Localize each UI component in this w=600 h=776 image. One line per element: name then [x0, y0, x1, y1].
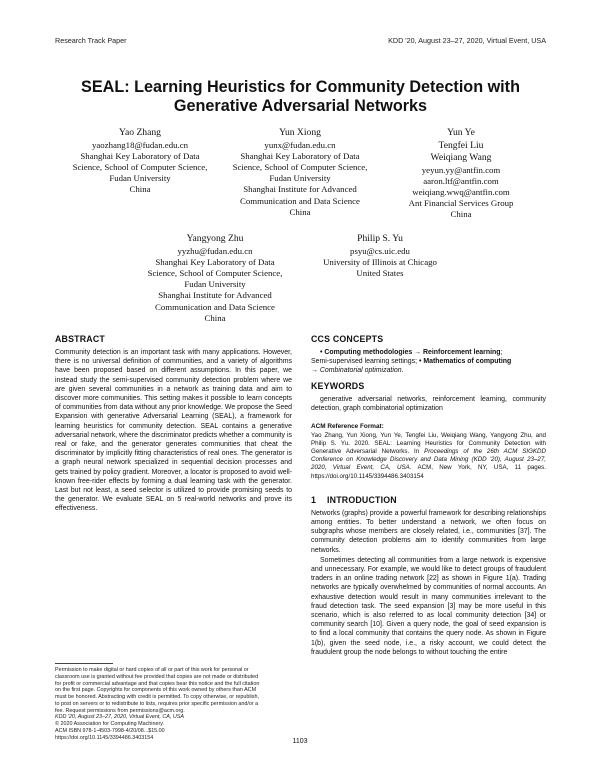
footnote-line: Permission to make digital or hard copies of all or part of this work for personal or [55, 667, 249, 673]
author-affiliation: Shanghai Key Laboratory of Data [80, 150, 200, 161]
author-affiliation: Fudan University [269, 173, 331, 184]
ccs-concept-primary: • Computing methodologies → Reinforcement learning [320, 349, 501, 356]
ccs-heading: CCS CONCEPTS [311, 334, 384, 344]
intro-paragraph-2: Sometimes detecting all communities from a large network is expensive and unnecessary. For example, we would like to detect groups of fraudulent traders in an online trading network [22] as shown in Figure 1(a). Trading networks are typically overwhelmed by communities of normal accounts. An exhaustive detection would result in many communities irrelevant to the fraud detection task. The seed expansion [3] may be more useful in this scenario, which is also referred to as local community detection [34] or community search [10]. Given a query node, the goal of seed expansion is to find a local community that contains the query node. As shown in Figure 1(b), given the seed node, i.e., a risky account, we could detect the fraudulent group the node belongs to without touching the entire [311, 556, 546, 656]
author-email: yaozhang18@fudan.edu.cn [91, 139, 189, 150]
author-email: psyu@cs.uic.edu [350, 245, 410, 256]
author-block-yao-zhang [55, 127, 225, 196]
acm-reference-authors: Yao Zhang, Yun Xiong, Yun Ye, Tengfei Liu, Weiqiang Wang, Yangyong Zhu, and Philip S. Yu. 2020. SEAL: Learning Heuristics for Community Detection with Generative Adversarial Networks. In [311, 431, 546, 455]
author-affiliation: Fudan University [109, 173, 171, 184]
author-country: China [204, 312, 226, 323]
author-affiliation: Shanghai Key Laboratory of Data [155, 256, 275, 267]
author-email: aaron.ltf@antfin.com [423, 175, 499, 186]
footnote-doi-link[interactable]: https://doi.org/10.1145/3394486.3403154 [55, 734, 154, 741]
author-name: Yangyong Zhu [186, 233, 244, 244]
author-name: Yao Zhang [119, 127, 161, 138]
intro-heading [311, 494, 546, 506]
author-affiliation: Shanghai Institute for Advanced [243, 184, 357, 195]
ccs-concepts-cont [311, 357, 546, 366]
running-header-left: Research Track Paper [55, 36, 127, 45]
author-name: Weiqiang Wang [430, 152, 492, 163]
running-header-right: KDD '20, August 23–27, 2020, Virtual Event, USA [388, 36, 546, 45]
ccs-concepts-cont2 [311, 366, 546, 375]
author-email: yeyun.yy@antfin.com [421, 164, 501, 175]
author-affiliation: Ant Financial Services Group [408, 198, 514, 209]
ccs-separator: ; [500, 349, 503, 356]
right-column [311, 333, 546, 657]
abstract-heading: ABSTRACT [55, 334, 105, 344]
footnote-line: classroom use is granted without fee provided that copies are not made or distributed [55, 673, 259, 680]
intro-section-number: 1 [311, 494, 317, 505]
footnote-line: on the first page. Copyrights for components of this work owned by others than ACM [55, 687, 257, 694]
author-block-yun-xiong [215, 127, 385, 218]
author-block-ant-financial [376, 127, 546, 221]
acm-reference-pages: ACM, New York, NY, USA, 11 pages. https://doi.org/10.1145/3394486.3403154 [311, 464, 546, 480]
author-affiliation: Shanghai Institute for Advanced [158, 290, 272, 301]
author-country: China [450, 209, 472, 220]
footnote-line: fee. Request permissions from permissions@acm.org. [55, 707, 185, 714]
author-country: China [129, 184, 151, 195]
author-affiliation: Fudan University [184, 279, 246, 290]
author-block-philip-yu [295, 233, 465, 279]
author-name: Yun Ye [447, 127, 475, 138]
author-country: United States [356, 267, 404, 278]
author-email: weiqiang.wwq@antfin.com [412, 186, 510, 197]
footnote-line: to post on servers or to redistribute to lists, requires prior specific permission and/or a [55, 700, 259, 707]
author-affiliation: University of Illinois at Chicago [323, 256, 437, 267]
author-email: yunx@fudan.edu.cn [264, 139, 336, 150]
author-name: Tengfei Liu [438, 139, 484, 151]
author-country: China [289, 206, 311, 217]
author-affiliation: Communication and Data Science [240, 195, 360, 206]
abstract-text: Community detection is an important task with many applications. However, there is no universal definition of communities, and a variety of algorithms have been proposed based on different assumptions. In this paper, we instead study the semi-supervised community detection problem where we are given several communities in a network as training data and aim to discover more communities. This setting makes it possible to learn concepts of communities from data without any prior knowledge. We propose the Seed Expansion with generative Adversarial Learning (SEAL), a framework for learning heuristics for community detection. SEAL contains a generative adversarial network, where the discriminator predicts whether a community is real or fake, and the generator generates communities that cheat the discriminator by implicitly fitting characteristics of real ones. The generator is a graph neural network specialized in sequential decision processes and gets trained by policy gradient. Moreover, a locator is proposed to avoid well-known free-rider effects by forming a dual learning task with the generator. Last but not least, a seed selector is utilized to provide promising seeds to the generator. We evaluate SEAL on 5 real-world networks and prove its effectiveness. [55, 349, 292, 513]
intro-section-title: INTRODUCTION [327, 494, 397, 505]
ccs-concepts [311, 348, 546, 357]
author-affiliation: Communication and Data Science [155, 301, 275, 312]
footnote-line: must be honored. Abstracting with credit is permitted. To copy otherwise, or republish, [55, 694, 259, 700]
acm-reference-heading: ACM Reference Format: [311, 423, 384, 431]
keywords-text: generative adversarial networks, reinforcement learning, community detection, graph combinatorial optimization [311, 395, 546, 412]
footnote-rule [55, 663, 113, 664]
footnote-isbn: ACM ISBN 978-1-4503-7998-4/20/08...$15.00 [55, 727, 165, 734]
keywords-heading: KEYWORDS [311, 380, 365, 391]
footnote-copyright: © 2020 Association for Computing Machinery. [55, 721, 165, 727]
ccs-concept-math: • Mathematics of computing [418, 358, 512, 366]
author-name: Philip S. Yu [357, 233, 403, 244]
author-name: Yun Xiong [279, 127, 321, 138]
ccs-concept-secondary: Semi-supervised learning settings; [311, 358, 418, 366]
page-number: 1103 [292, 738, 308, 745]
author-affiliation: Science, School of Computer Science, [232, 161, 368, 172]
author-email: yyzhu@fudan.edu.cn [177, 245, 253, 256]
footnote-line: for profit or commercial advantage and that copies bear this notice and the full citation [55, 680, 260, 687]
footnote-venue: KDD '20, August 23–27, 2020, Virtual Event, CA, USA [55, 714, 184, 721]
title-line-1: SEAL: Learning Heuristics for Community Detection with [81, 78, 520, 96]
permission-footnote [55, 667, 292, 741]
author-affiliation: Science, School of Computer Science, [72, 161, 208, 172]
title-line-2: Generative Adversarial Networks [173, 97, 428, 115]
acm-reference-proceedings: Proceedings of the 26th ACM SIGKDD Conference on Knowledge Discovery and Data Mining (KDD '20), August 23–27, 2020, Virtual Event, CA, USA. [311, 447, 546, 472]
author-affiliation: Science, School of Computer Science, [147, 267, 283, 278]
ccs-concept-combinatorial: → Combinatorial optimization. [311, 367, 404, 375]
author-block-yangyong-zhu [130, 233, 300, 324]
acm-reference-text [311, 432, 546, 481]
intro-paragraph-1: Networks (graphs) provide a powerful framework for describing relationships among entities. To better understand a network, we often focus on subgraphs whose members are closely related, i.e., communities [37]. The community detection problems aim to identify communities from large networks. [311, 509, 546, 554]
left-column [55, 333, 292, 514]
author-affiliation: Shanghai Key Laboratory of Data [240, 150, 360, 161]
paper-title [55, 78, 546, 116]
